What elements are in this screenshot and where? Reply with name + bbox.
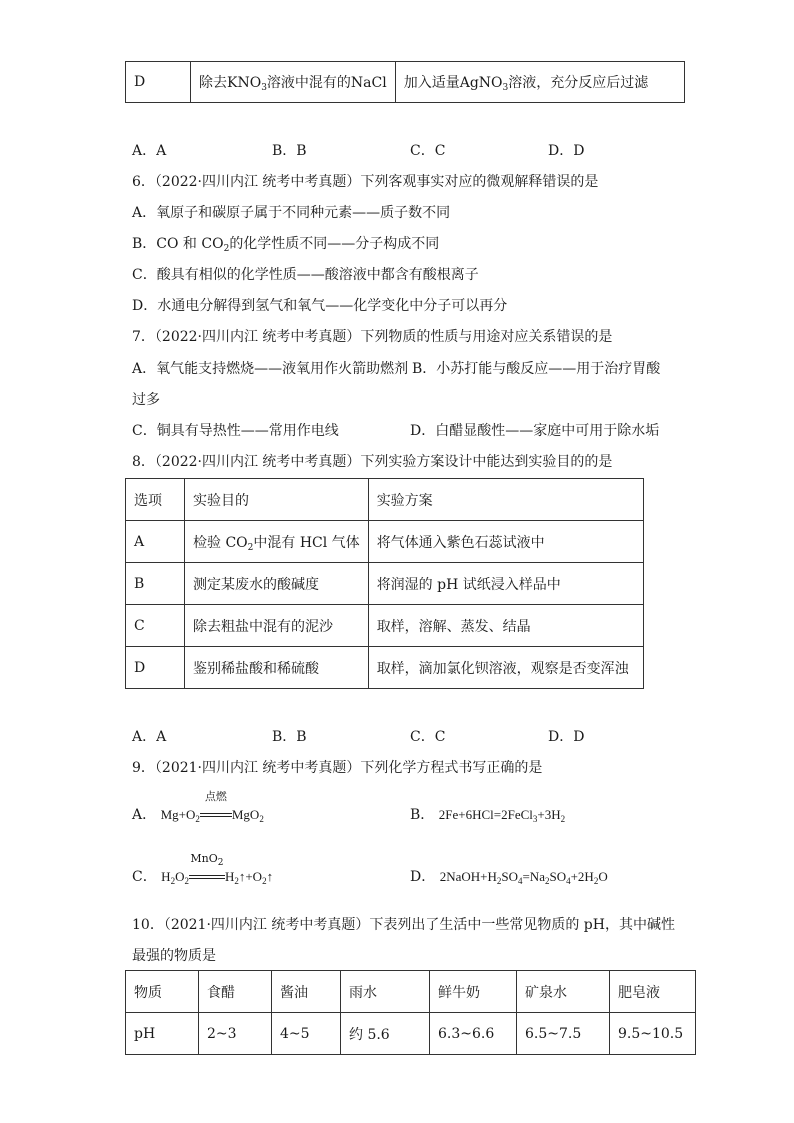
table-row	[126, 605, 644, 647]
option-cell: D	[126, 62, 191, 103]
q9-option-d: D． $2NaOH+H_2SO_4=Na_2SO_4+2H_2O$	[410, 869, 608, 886]
reaction-condition: MnO$_2$	[189, 867, 225, 887]
purpose-cell: 除去粗盐中混有的泥沙	[185, 605, 369, 647]
q9-option-b: B． $2Fe+6HCl=2FeCl_3+3H_2$	[410, 807, 566, 824]
table-row	[126, 563, 644, 605]
q6-option-a: A．氧原子和碳原子属于不同种元素——质子数不同	[132, 205, 451, 221]
q10-table	[125, 970, 696, 1055]
q9-option-c: C． $H_2O_2$ MnO$_2$ $H_2↑+O_2↑$	[132, 852, 274, 886]
reaction-condition: 点燃	[200, 805, 232, 825]
purpose-cell: 除去$KNO_3$溶液中混有的NaCl	[191, 62, 396, 103]
q7-stem: 7．（2022·四川内江 统考中考真题）下列物质的性质与用途对应关系错误的是	[132, 329, 613, 345]
header-cell: 雨水	[341, 971, 430, 1013]
plan-cell: 取样，溶解、蒸发、结晶	[368, 605, 643, 647]
header-plan: 实验方案	[368, 479, 643, 521]
purpose-cell: 测定某废水的酸碱度	[185, 563, 369, 605]
q7-option-b-cont: 过多	[132, 392, 160, 408]
q7-option-c: C．铜具有导热性——常用作电线	[132, 423, 339, 439]
option-cell: A	[126, 521, 185, 563]
table-row	[126, 647, 644, 689]
value-cell: 4~5	[272, 1013, 341, 1055]
header-cell: 酱油	[272, 971, 341, 1013]
q9-stem: 9．（2021·四川内江 统考中考真题）下列化学方程式书写正确的是	[132, 760, 543, 776]
plan-cell: 将润湿的 pH 试纸浸入样品中	[368, 563, 643, 605]
header-cell: 肥皂液	[610, 971, 696, 1013]
table-row	[126, 521, 644, 563]
header-cell: 矿泉水	[517, 971, 610, 1013]
q7-option-a: A．氧气能支持燃烧——液氧用作火箭助燃剂	[132, 361, 409, 377]
purpose-cell: 检验 $CO_2$中混有 HCl 气体	[185, 521, 369, 563]
answer-b: B．B	[272, 143, 307, 159]
table-header-row	[126, 971, 696, 1013]
value-cell: 约 5.6	[341, 1013, 430, 1055]
q7-option-d: D．白醋显酸性——家庭中可用于除水垢	[410, 423, 660, 439]
answer-a: A．A	[132, 729, 167, 745]
q6-option-b: B．CO 和 $CO_2$的化学性质不同——分子构成不同	[132, 236, 440, 254]
answer-d: D．D	[548, 729, 585, 745]
header-cell: 鲜牛奶	[430, 971, 517, 1013]
q10-stem-cont: 最强的物质是	[132, 948, 216, 964]
value-cell: 9.5~10.5	[610, 1013, 696, 1055]
purpose-cell: 鉴别稀盐酸和稀硫酸	[185, 647, 369, 689]
q10-stem: 10．（2021·四川内江 统考中考真题）下表列出了生活中一些常见物质的 pH，其中碱性	[132, 917, 675, 933]
answer-c: C．C	[410, 143, 446, 159]
plan-cell: 将气体通入紫色石蕊试液中	[368, 521, 643, 563]
option-cell: B	[126, 563, 185, 605]
answer-d: D．D	[548, 143, 585, 159]
q8-table	[125, 478, 644, 689]
answer-a: A．A	[132, 143, 167, 159]
option-cell: D	[126, 647, 185, 689]
option-cell: C	[126, 605, 185, 647]
header-cell: 食醋	[199, 971, 272, 1013]
q6-option-c: C．酸具有相似的化学性质——酸溶液中都含有酸根离子	[132, 267, 479, 283]
header-purpose: 实验目的	[185, 479, 369, 521]
q6-stem: 6．（2022·四川内江 统考中考真题）下列客观事实对应的微观解释错误的是	[132, 174, 599, 190]
header-option: 选项	[126, 479, 185, 521]
q8-stem: 8．（2022·四川内江 统考中考真题）下列实验方案设计中能达到实验目的的是	[132, 454, 613, 470]
header-cell: 物质	[126, 971, 199, 1013]
value-cell: 6.3~6.6	[430, 1013, 517, 1055]
plan-cell: 加入适量AgNO$_3$溶液，充分反应后过滤	[395, 62, 684, 103]
q7-option-b: B．小苏打能与酸反应——用于治疗胃酸	[412, 361, 661, 377]
value-cell: 2~3	[199, 1013, 272, 1055]
value-cell: 6.5~7.5	[517, 1013, 610, 1055]
q9-option-a: A． $Mg+O_2$ 点燃 MgO$_2$	[132, 790, 264, 824]
plan-cell: 取样，滴加氯化钡溶液，观察是否变浑浊	[368, 647, 643, 689]
table-header-row	[126, 479, 644, 521]
table-row	[126, 1013, 696, 1055]
q6-option-d: D．水通电分解得到氢气和氧气——化学变化中分子可以再分	[132, 298, 508, 314]
answer-b: B．B	[272, 729, 307, 745]
top-table	[125, 61, 685, 103]
table-row	[126, 62, 685, 103]
answer-c: C．C	[410, 729, 446, 745]
value-cell: pH	[126, 1013, 199, 1055]
